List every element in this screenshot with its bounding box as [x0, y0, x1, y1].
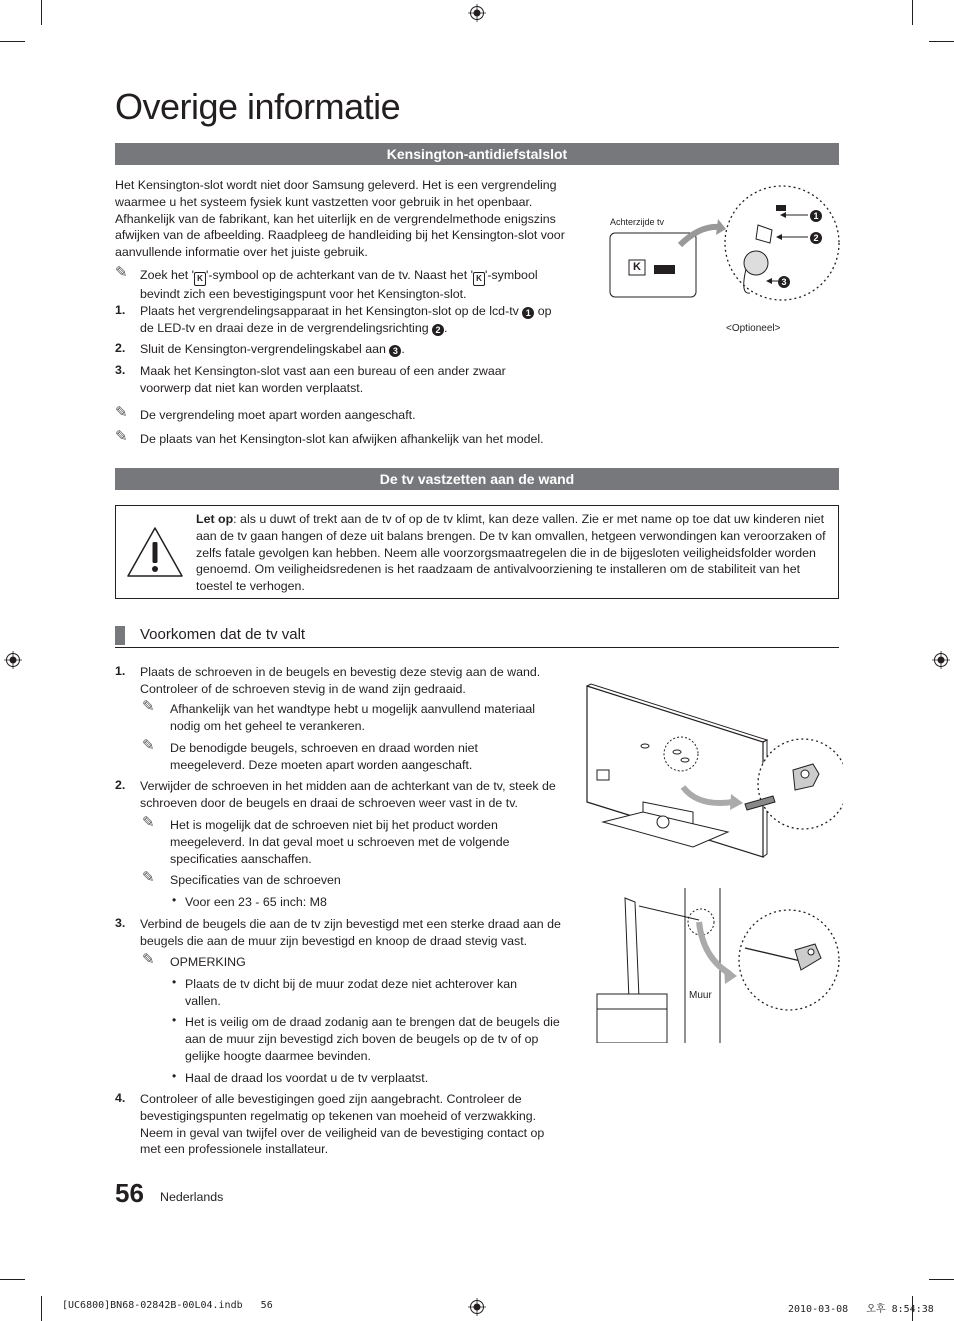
- subheading-marker: [115, 626, 125, 645]
- marker-2-icon: 2: [810, 232, 822, 244]
- wall-step-1-note-1: Afhankelijk van het wandtype hebt u mogelijk aanvullend materiaal nodig om het geheel te verankeren.: [170, 702, 536, 733]
- back-of-tv-label: Achterzijde tv: [610, 217, 665, 227]
- kensington-figure: [600, 185, 840, 345]
- print-file-info: [UC6800]BN68-02842B-00L04.indb 56: [62, 1300, 273, 1311]
- subheading-rule: [115, 647, 839, 648]
- screw-spec: Voor een 23 - 65 inch: M8: [185, 895, 327, 909]
- warning-triangle-icon: [125, 525, 185, 579]
- pencil-note-icon: ✎: [142, 813, 155, 831]
- tv-wall-illustration: [595, 888, 845, 1043]
- step-number: 3.: [115, 363, 126, 377]
- step-number: 4.: [115, 1091, 126, 1105]
- kensington-note-purchase: De vergrendeling moet apart worden aangeschaft.: [140, 408, 416, 422]
- wall-step-2-note-1: Het is mogelijk dat de schroeven niet bij het product worden meegeleverd. In dat geval moet u schroeven met de volgende specificaties aanschaffen.: [170, 818, 510, 866]
- registration-mark-icon: [468, 1298, 486, 1316]
- warning-box: [115, 505, 839, 599]
- pencil-note-icon: ✎: [115, 263, 128, 281]
- wall-label: Muur: [689, 990, 712, 1001]
- wall-step-3-bullet-2: Het is veilig om de draad zodanig aan te brengen dat de beugels die aan de muur zijn bevestigd zich boven de beugels op de tv of op gelijke hoogte daarmee bevinden.: [185, 1015, 560, 1063]
- pencil-note-icon: ✎: [142, 950, 155, 968]
- step-number: 2.: [115, 341, 126, 355]
- pencil-note-icon: ✎: [115, 403, 128, 421]
- bullet: •: [172, 975, 177, 989]
- step-number: 1.: [115, 303, 126, 317]
- marker-1-icon: 1: [810, 210, 822, 222]
- bullet: •: [172, 1069, 177, 1083]
- kensington-lock-icon: K: [473, 272, 485, 286]
- wall-step-4: Controleer of alle bevestigingen goed zijn aangebracht. Controleer de bevestigingspunten regelmatig op tekenen van moeheid of verzwakking. Neem in geval van twijfel over de veiligheid van de bevestiging contact op met een professionele installateur.: [140, 1092, 545, 1157]
- wall-step-3-bullet-1: Plaats de tv dicht bij de muur zodat deze niet achterover kan vallen.: [185, 977, 517, 1008]
- kensington-step-3: Maak het Kensington-slot vast aan een bureau of een ander zwaar voorwerp dat niet kan worden verplaatst.: [140, 364, 506, 395]
- warning-text: Let op: als u duwt of trekt aan de tv of op de tv klimt, kan deze vallen. Zie er met name op toe dat uw kinderen niet aan de tv gaan hangen of deze uit balans brengen. De tv kan omvallen, hetgeen verwondingen kan veroorzaken of zelfs fatale gevolgen kan hebben. Neem alle voorzorgsmaatregelen die in de bijgesloten veiligheidsfolder worden genoemd. Om veiligheidsredenen is het raadzaam de antivalvoorziening te installeren om de stabiliteit van het toestel te verhogen.: [196, 512, 826, 594]
- step-number: 2.: [115, 778, 126, 792]
- page-title: Overige informatie: [115, 86, 401, 127]
- crop-mark: [929, 1279, 954, 1280]
- step-number: 3.: [115, 916, 126, 930]
- crop-mark: [41, 1296, 42, 1321]
- step-number: 1.: [115, 664, 126, 678]
- subheading-prevent-fall: Voorkomen dat de tv valt: [140, 626, 306, 643]
- section-heading-kensington: Kensington-antidiefstalslot: [115, 143, 839, 165]
- crop-mark: [0, 1279, 25, 1280]
- page-number: 56: [115, 1178, 144, 1208]
- tv-wall-cable-figure: [595, 888, 845, 1043]
- kensington-note-symbol: Zoek het ' K '-symbool op de achterkant van de tv. Naast het ' K '-symbool bevindt zich een bevestigingspunt voor het Kensington-slot.: [140, 268, 538, 301]
- page-language: Nederlands: [160, 1190, 224, 1204]
- pencil-note-icon: ✎: [142, 736, 155, 754]
- crop-mark: [41, 0, 42, 25]
- marker-1-icon: 1: [522, 307, 534, 319]
- kensington-k-symbol: K: [633, 261, 641, 273]
- registration-mark-icon: [468, 4, 486, 22]
- wall-step-3-note: OPMERKING: [170, 955, 246, 969]
- marker-2-icon: 2: [432, 324, 444, 336]
- optional-label: <Optioneel>: [726, 323, 781, 334]
- wall-step-3: Verbind de beugels die aan de tv zijn bevestigd met een sterke draad aan de beugels die aan de muur zijn bevestigd en knoop de draad stevig vast.: [140, 917, 561, 948]
- tv-back-illustration: [583, 682, 843, 862]
- kensington-lock-icon: K: [194, 272, 206, 286]
- kensington-step-1: Plaats het vergrendelingsapparaat in het Kensington-slot op de lcd-tv 1 op de LED-tv en draai deze in de vergrendelingsrichting 2 .: [140, 304, 552, 335]
- bullet: •: [172, 1013, 177, 1027]
- section-heading-wall: De tv vastzetten aan de wand: [115, 468, 839, 490]
- kensington-intro: Het Kensington-slot wordt niet door Samsung geleverd. Het is een vergrendeling waarmee u het systeem fysiek kunt vastzetten voor gebruik in het openbaar. Afhankelijk van de fabrikant, kan het uiterlijk en de vergrendelmethode enigszins afwijken van de afbeelding. Raadpleeg de handleiding bij het Kensington-slot voor aanvullende informatie over het juiste gebruik.: [115, 178, 565, 260]
- registration-mark-icon: [4, 651, 22, 669]
- pencil-note-icon: ✎: [142, 868, 155, 886]
- marker-3-icon: 3: [389, 345, 401, 357]
- kensington-step-2: Sluit de Kensington-vergrendelingskabel aan 3 .: [140, 342, 405, 356]
- registration-mark-icon: [932, 651, 950, 669]
- marker-3-icon: 3: [778, 276, 790, 288]
- wall-step-1-note-2: De benodigde beugels, schroeven en draad worden niet meegeleverd. Deze moeten apart worden aangeschaft.: [170, 741, 478, 772]
- pencil-note-icon: ✎: [115, 427, 128, 445]
- wall-step-3-bullet-3: Haal de draad los voordat u de tv verplaatst.: [185, 1071, 429, 1085]
- wall-step-1: Plaats de schroeven in de beugels en bevestig deze stevig aan de wand. Controleer of de schroeven stevig in de wand zijn gedraaid.: [140, 665, 541, 696]
- kensington-note-location: De plaats van het Kensington-slot kan afwijken afhankelijk van het model.: [140, 432, 544, 446]
- print-timestamp: 2010-03-08 오후 8:54:38: [788, 1304, 934, 1315]
- crop-mark: [929, 41, 954, 42]
- crop-mark: [912, 0, 913, 25]
- wall-step-2-note-2: Specificaties van de schroeven: [170, 873, 341, 887]
- bullet: •: [172, 893, 177, 907]
- pencil-note-icon: ✎: [142, 697, 155, 715]
- crop-mark: [0, 41, 25, 42]
- tv-back-bracket-figure: [583, 682, 843, 862]
- wall-step-2: Verwijder de schroeven in het midden aan de achterkant van de tv, steek de schroeven door de beugels en draai de schroeven weer vast in de tv.: [140, 779, 556, 810]
